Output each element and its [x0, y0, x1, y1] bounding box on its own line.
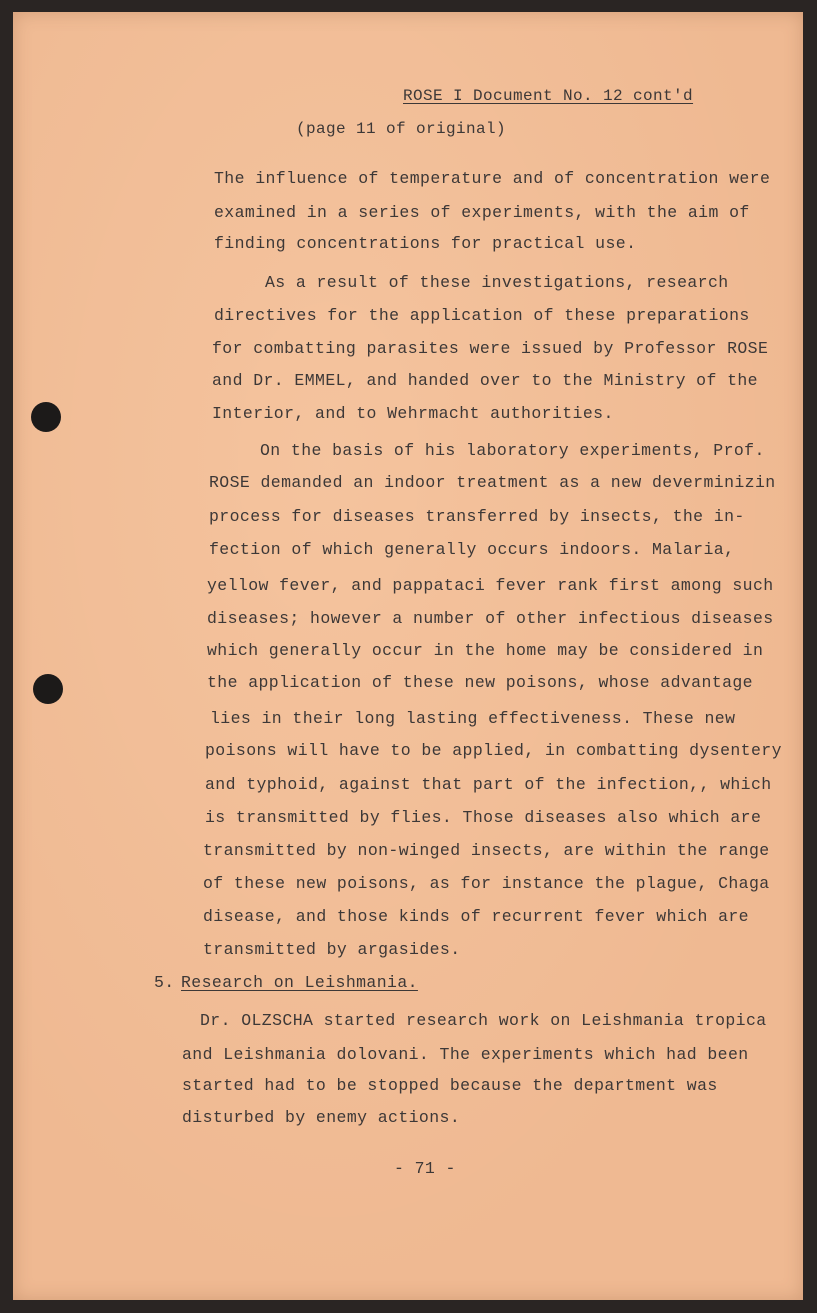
- body-line: the application of these new poisons, whose advantage: [207, 673, 753, 692]
- section-heading: Research on Leishmania.: [181, 973, 418, 992]
- body-line: transmitted by argasides.: [203, 940, 461, 959]
- section-line: started had to be stopped because the department was: [182, 1076, 718, 1095]
- body-line: diseases; however a number of other infectious diseases: [207, 609, 774, 628]
- body-line: transmitted by non-winged insects, are within the range: [203, 841, 770, 860]
- document-reference: ROSE I Document No. 12 cont'd: [403, 87, 694, 105]
- body-line: and Dr. EMMEL, and handed over to the Ministry of the: [212, 371, 758, 390]
- body-line: examined in a series of experiments, with the aim of: [214, 203, 750, 222]
- body-line: finding concentrations for practical use.: [214, 234, 637, 253]
- body-line: The influence of temperature and of concentration were: [214, 169, 771, 188]
- body-line: for combatting parasites were issued by Professor ROSE: [212, 339, 769, 358]
- body-line: As a result of these investigations, research: [265, 273, 729, 292]
- body-line: ROSE demanded an indoor treatment as a new deverminizin: [209, 473, 776, 492]
- punch-hole-bottom: [33, 674, 63, 704]
- body-line: which generally occur in the home may be considered in: [207, 641, 764, 660]
- body-line: of these new poisons, as for instance the plague, Chaga: [203, 874, 770, 893]
- section-line: disturbed by enemy actions.: [182, 1108, 461, 1127]
- body-line: On the basis of his laboratory experiments, Prof.: [260, 441, 765, 460]
- punch-hole-top: [31, 402, 61, 432]
- document-page: [13, 12, 803, 1300]
- body-line: and typhoid, against that part of the infection,, which: [205, 775, 772, 794]
- section-number: 5.: [154, 973, 175, 992]
- body-line: poisons will have to be applied, in combatting dysentery: [205, 741, 782, 760]
- body-line: is transmitted by flies. Those diseases also which are: [205, 808, 762, 827]
- section-line: and Leishmania dolovani. The experiments which had been: [182, 1045, 749, 1064]
- body-line: Interior, and to Wehrmacht authorities.: [212, 404, 614, 423]
- body-line: yellow fever, and pappataci fever rank first among such: [207, 576, 774, 595]
- body-line: directives for the application of these preparations: [214, 306, 750, 325]
- body-line: lies in their long lasting effectiveness. These new: [210, 709, 736, 728]
- original-page-note: (page 11 of original): [296, 120, 507, 138]
- body-line: process for diseases transferred by insects, the in-: [209, 507, 745, 526]
- body-line: fection of which generally occurs indoors. Malaria,: [209, 540, 735, 559]
- page-number: - 71 -: [394, 1159, 456, 1178]
- body-line: disease, and those kinds of recurrent fever which are: [203, 907, 749, 926]
- section-line: Dr. OLZSCHA started research work on Leishmania tropica: [200, 1011, 767, 1030]
